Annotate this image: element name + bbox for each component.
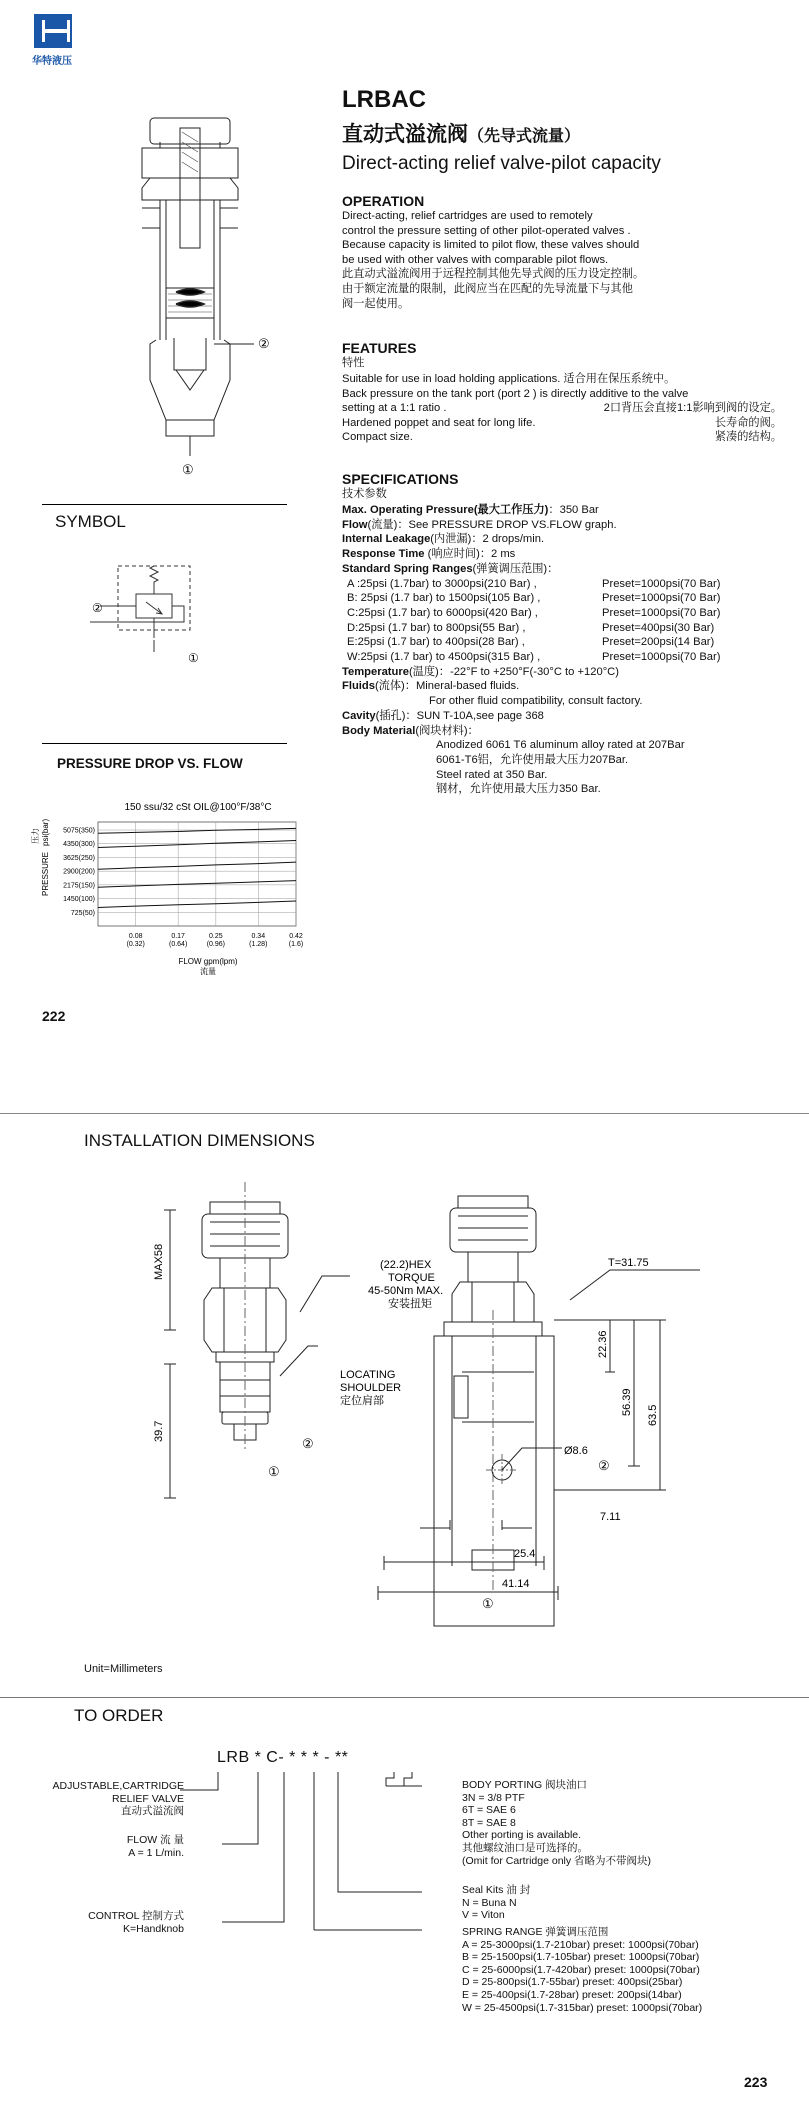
chart-xtick-sublabel: (0.64)	[168, 941, 188, 948]
order-body-porting	[462, 1779, 651, 1867]
flow-line: FLOW 流 量	[126, 1834, 184, 1846]
page-number-222: 222	[42, 1008, 66, 1024]
spring-line: W = 25-4500psi(1.7-315bar) preset: 1000psi(70bar)	[462, 2001, 703, 2014]
chart-ylabel: PRESSURE	[41, 851, 50, 896]
spring-preset: Preset=200psi(14 Bar)	[602, 636, 715, 649]
spec-label: Internal Leakage	[342, 533, 431, 546]
spring-range-row	[342, 577, 782, 592]
dim-39-7: 39.7	[153, 1420, 165, 1442]
symbol-heading: SYMBOL	[55, 512, 126, 531]
feature-cn: 2口背压会直接1:1影响到阀的设定。	[603, 402, 782, 415]
spring-range: E:25psi (1.7 bar) to 400psi(28 Bar) ,	[347, 636, 525, 649]
spec-label: Cavity	[342, 709, 376, 722]
control-line: CONTROL 控制方式	[88, 1910, 184, 1922]
operation-heading: OPERATION	[342, 193, 425, 209]
porting-line: (Omit for Cartridge only 省略为不带阀块)	[462, 1854, 652, 1867]
install-left-port-1: ①	[268, 1464, 280, 1479]
spring-preset: Preset=1000psi(70 Bar)	[602, 651, 721, 664]
symbol-port-1: ①	[188, 651, 199, 665]
adjustable-line: RELIEF VALVE	[112, 1792, 184, 1805]
spec-label: Fluids	[342, 680, 375, 693]
porting-line: 3N = 3/8 PTF	[462, 1791, 525, 1804]
chart-xlabel: FLOW gpm(lpm)	[178, 957, 238, 966]
spring-line: B = 25-1500psi(1.7-105bar) preset: 1000psi(70bar)	[462, 1951, 700, 1964]
chart-xtick-label: 0.42	[289, 933, 303, 940]
spec-body-material	[342, 724, 782, 739]
spec-label-cn: (温度)	[408, 665, 439, 678]
spring-range-row	[342, 650, 782, 665]
company-logo	[20, 14, 84, 74]
chart-ytick-label: 2900(200)	[63, 868, 95, 876]
code-porting: **	[334, 1749, 349, 1766]
spec-label-cn: (流体)	[374, 680, 405, 693]
chart-series-line	[98, 901, 296, 908]
porting-line: 其他螺纹油口是可选择的。	[462, 1841, 588, 1854]
install-right-port-1: ①	[482, 1596, 494, 1611]
spec-value: ：-22°F to +250°F(-30°C to +120°C)	[438, 665, 619, 678]
order-spring-range	[462, 1926, 702, 2014]
spring-preset: Preset=1000psi(70 Bar)	[602, 592, 721, 605]
operation-line: be used with other valves with comparable pilot flows.	[342, 253, 609, 266]
install-right-port-2: ②	[598, 1458, 610, 1473]
unit-label: Unit=Millimeters	[84, 1663, 163, 1675]
chart-title: PRESSURE DROP VS. FLOW	[57, 756, 243, 771]
logo-mark-icon	[34, 14, 72, 48]
chart-ytick-label: 1450(100)	[63, 896, 95, 904]
spec-label-cn: (响应时间)	[424, 548, 480, 561]
spring-preset: Preset=1000psi(70 Bar)	[602, 577, 721, 590]
spring-range-row	[342, 635, 782, 650]
spring-range: W:25psi (1.7 bar) to 4500psi(315 Bar) ,	[347, 651, 541, 664]
body-material-line: Steel rated at 350 Bar.	[436, 768, 548, 781]
spec-label: Body Material	[342, 724, 416, 737]
spec-label-cn: (插孔)	[375, 709, 406, 722]
install-left-port-2: ②	[302, 1436, 314, 1451]
pressure-flow-chart	[28, 796, 318, 981]
logo-text: 华特液压	[32, 56, 72, 67]
chart-rule	[42, 743, 287, 744]
chart-xtick-label: 0.08	[128, 933, 143, 940]
spring-line: D = 25-800psi(1.7-55bar) preset: 400psi(25bar)	[462, 1976, 683, 1989]
operation-line: Direct-acting, relief cartridges are used to remotely	[342, 210, 593, 222]
dim-t: T=31.75	[608, 1257, 649, 1269]
hydraulic-symbol	[90, 556, 220, 666]
specifications-heading-cn: 技术参数	[342, 488, 387, 500]
hex-label-3: 45-50Nm MAX.	[368, 1285, 444, 1297]
shoulder-label-3: 定位肩部	[340, 1395, 384, 1407]
specifications-heading: SPECIFICATIONS	[342, 471, 459, 487]
cn-title-sub: （先导式流量）	[468, 128, 581, 145]
feature-cn: 紧凑的结构。	[714, 431, 782, 444]
dim-7-11: 7.11	[600, 1511, 621, 1523]
symbol-rule	[42, 504, 287, 505]
spec-max-pressure	[342, 503, 782, 518]
chart-frame	[98, 822, 296, 926]
dim-25-4: 25.4	[514, 1548, 536, 1560]
chart-xtick-sublabel: (1.28)	[249, 941, 268, 948]
features-heading: FEATURES	[342, 340, 417, 356]
spec-label: Temperature	[342, 665, 409, 678]
chart-xtick-label: 0.17	[171, 933, 185, 940]
order-code	[217, 1749, 348, 1767]
code-control: C-	[266, 1749, 285, 1766]
page-number-223: 223	[744, 2074, 768, 2090]
porting-line: BODY PORTING 阀块油口	[462, 1779, 588, 1791]
chart-xtick-sublabel: (0.32)	[126, 941, 145, 948]
cn-title-main: 直动式溢流阀	[342, 123, 468, 146]
code-extra: *	[312, 1749, 320, 1766]
operation-line: control the pressure setting of other pilot-operated valves .	[342, 224, 631, 237]
spring-range: D:25psi (1.7 bar) to 800psi(55 Bar) ,	[347, 621, 526, 634]
order-adjustable	[34, 1780, 184, 1818]
spec-label-cn: (阀块材料)：	[415, 724, 479, 737]
spec-value: ：2 drops/min.	[471, 533, 545, 546]
specifications-list	[342, 503, 782, 797]
hex-label-2: TORQUE	[388, 1272, 435, 1284]
feature-line: Back pressure on the tank port (port 2 ) is directly additive to the valve	[342, 387, 689, 400]
spec-label: Response Time	[342, 548, 425, 561]
installation-heading: INSTALLATION DIMENSIONS	[84, 1131, 315, 1150]
spec-leakage	[342, 532, 782, 547]
feature-line: Suitable for use in load holding applications. 适合用在保压系统中。	[342, 373, 676, 385]
spec-fluids	[342, 679, 782, 694]
chart-xtick-label: 0.34	[251, 933, 266, 940]
spring-line: C = 25-6000psi(1.7-420bar) preset: 1000psi(70bar)	[462, 1963, 700, 1976]
chart-xtick-label: 0.25	[209, 933, 223, 940]
installation-drawing	[150, 1160, 720, 1670]
features-text	[342, 372, 782, 445]
shoulder-label-2: SHOULDER	[340, 1382, 402, 1394]
feature-line	[342, 401, 782, 416]
operation-line: 此直动式溢流阀用于远程控制其他先导式阀的压力设定控制。	[342, 268, 645, 281]
code-prefix: LRB	[217, 1749, 250, 1766]
chart-xlabel-cn: 流量	[200, 967, 216, 976]
dim-8-6: Ø8.6	[564, 1445, 588, 1457]
spec-label: Flow	[342, 518, 368, 531]
hex-label-1: (22.2)HEX	[380, 1259, 432, 1271]
section-port-1: ①	[182, 462, 194, 477]
spring-range-row	[342, 606, 782, 621]
spec-flow	[342, 518, 782, 533]
order-seal-kits	[462, 1884, 530, 1922]
spec-value: ：2 ms	[479, 548, 516, 561]
control-line: K=Handknob	[122, 1922, 184, 1935]
order-divider	[0, 1697, 809, 1698]
seal-line: Seal Kits 油 封	[462, 1884, 531, 1896]
spring-range: B: 25psi (1.7 bar) to 1500psi(105 Bar) ,	[347, 592, 541, 605]
spring-line: SPRING RANGE 弹簧调压范围	[462, 1926, 609, 1938]
flow-line: A = 1 L/min.	[128, 1846, 184, 1859]
chart-xtick-sublabel: (1.6)	[288, 941, 304, 948]
code-seal: *	[300, 1749, 308, 1766]
chart-xtick-sublabel: (0.96)	[206, 941, 226, 948]
chart-subtitle: 150 ssu/32 cSt OIL@100°F/38°C	[124, 802, 272, 813]
code-spring: *	[289, 1749, 296, 1766]
section-port-2: ②	[258, 336, 270, 351]
spec-temperature	[342, 665, 782, 680]
spec-label-cn: (最大工作压力)	[473, 504, 549, 516]
spring-range: C:25psi (1.7 bar) to 6000psi(420 Bar) ,	[347, 606, 538, 619]
spec-value: ：SUN T-10A,see page 368	[405, 709, 544, 722]
dim-22-36: 22.36	[597, 1330, 609, 1358]
chart-series-line	[98, 862, 296, 869]
to-order-heading: TO ORDER	[74, 1706, 164, 1725]
spec-fluids-extra: For other fluid compatibility, consult factory.	[429, 695, 643, 708]
order-flow	[34, 1834, 184, 1859]
feature-en: Compact size.	[342, 431, 413, 444]
page-divider	[0, 1113, 809, 1114]
chart-series-line	[98, 828, 296, 833]
spring-line: E = 25-400psi(1.7-28bar) preset: 200psi(14bar)	[462, 1988, 682, 2001]
model-title: LRBAC	[342, 86, 426, 113]
symbol-port-2: ②	[92, 601, 103, 615]
feature-line	[342, 416, 782, 431]
feature-line	[342, 430, 782, 445]
chinese-title	[342, 118, 580, 148]
spec-response	[342, 547, 782, 562]
spec-cavity	[342, 709, 782, 724]
dim-63-5: 63.5	[647, 1404, 659, 1426]
operation-line: 由于额定流量的限制，此阀应当在匹配的先导流量下与其他	[342, 282, 633, 295]
adjustable-line: 直动式溢流阀	[121, 1805, 184, 1818]
spec-label: Max. Operating Pressure	[342, 504, 474, 516]
feature-en: Hardened poppet and seat for long life.	[342, 416, 536, 429]
spec-value: ：Mineral-based fluids.	[404, 680, 520, 693]
feature-en: setting at a 1:1 ratio .	[342, 402, 447, 415]
spec-spring-ranges	[342, 562, 782, 577]
spec-value: ：See PRESSURE DROP VS.FLOW graph.	[397, 518, 617, 531]
features-heading-cn: 特性	[342, 357, 365, 369]
body-material-line: Anodized 6061 T6 aluminum alloy rated at 207Bar	[436, 739, 685, 752]
spec-label-cn: (流量)	[367, 518, 398, 531]
chart-series-line	[98, 881, 296, 888]
adjustable-line: ADJUSTABLE,CARTRIDGE	[52, 1780, 184, 1792]
spring-range-row	[342, 591, 782, 606]
spec-label: Standard Spring Ranges	[342, 562, 473, 575]
chart-ytick-label: 4350(300)	[63, 841, 95, 849]
dim-41-14: 41.14	[502, 1578, 530, 1590]
seal-line: V = Viton	[462, 1909, 505, 1922]
dim-56-39: 56.39	[621, 1388, 633, 1416]
spring-range: A :25psi (1.7bar) to 3000psi(210 Bar) ,	[347, 577, 537, 590]
spring-range-row	[342, 621, 782, 636]
chart-yunit: psi(bar)	[41, 818, 50, 846]
spring-preset: Preset=1000psi(70 Bar)	[602, 606, 721, 619]
spec-value: ：350 Bar	[548, 504, 599, 516]
operation-text	[342, 209, 782, 311]
chart-ytick-label: 725(50)	[70, 909, 95, 917]
dim-max58: MAX58	[153, 1243, 165, 1280]
spring-preset: Preset=400psi(30 Bar)	[602, 621, 715, 634]
body-material-line: 6061-T6铝，允许使用最大压力207Bar.	[436, 753, 629, 766]
operation-line: 阀一起使用。	[342, 297, 410, 310]
operation-line: Because capacity is limited to pilot flow, these valves should	[342, 239, 640, 252]
spec-label-cn: (弹簧调压范围)：	[472, 562, 559, 575]
shoulder-label-1: LOCATING	[340, 1369, 396, 1381]
seal-line: N = Buna N	[462, 1896, 517, 1909]
porting-line: 8T = SAE 8	[462, 1816, 516, 1829]
porting-line: Other porting is available.	[462, 1829, 582, 1842]
spec-label-cn: (内泄漏)	[430, 533, 472, 546]
chart-ylabel-cn: 压力	[31, 828, 40, 844]
chart-ytick-label: 5075(350)	[63, 827, 95, 835]
chart-ytick-label: 3625(250)	[63, 854, 95, 862]
code-flow: *	[254, 1749, 262, 1766]
hex-label-4: 安装扭矩	[388, 1298, 432, 1310]
english-title: Direct-acting relief valve-pilot capacity	[342, 153, 661, 174]
porting-line: 6T = SAE 6	[462, 1804, 516, 1817]
cartridge-section-drawing	[120, 108, 280, 478]
chart-ytick-label: 2175(150)	[63, 882, 95, 890]
body-material-line: 钢材，允许使用最大压力350 Bar.	[436, 783, 601, 796]
order-callout-lines	[180, 1770, 480, 2010]
code-dash: -	[324, 1749, 330, 1766]
spring-line: A = 25-3000psi(1.7-210bar) preset: 1000psi(70bar)	[462, 1938, 699, 1951]
chart-series-line	[98, 841, 296, 848]
feature-cn: 长寿命的阀。	[714, 416, 782, 429]
order-control	[34, 1910, 184, 1935]
